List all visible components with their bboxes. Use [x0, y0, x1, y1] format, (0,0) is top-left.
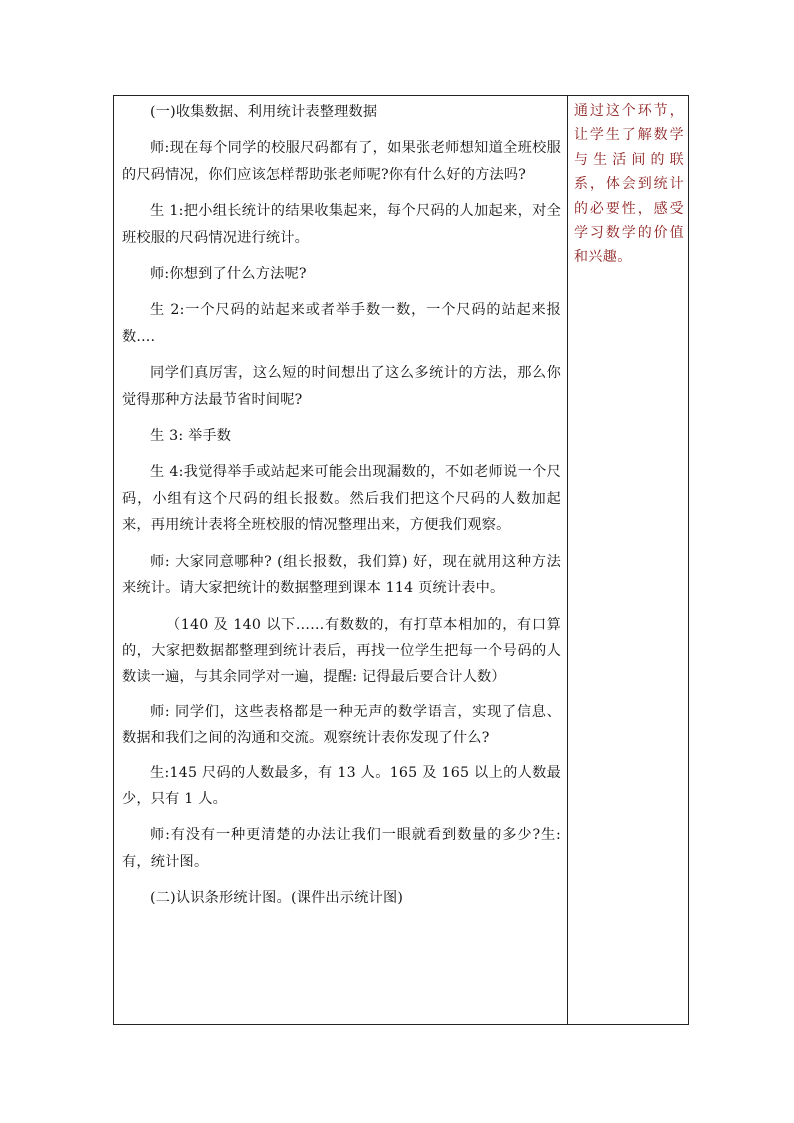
lesson-plan-table [113, 95, 689, 1025]
design-intent-note: 通过这个环节，让学生了解数学与生活间的联系，体会到统计的必要性，感受学习数学的价值和兴趣。 [574, 103, 684, 266]
student-2-answer-paragraph: 生 2:一个尺码的站起来或者举手数一数，一个尺码的站起来报数.... [122, 302, 561, 345]
teacher-followup-paragraph: 师:你想到了什么方法呢? [150, 266, 307, 283]
student-3-answer-paragraph: 生 3: 举手数 [150, 428, 232, 445]
teacher-praise-paragraph: 同学们真厉害，这么短的时间想出了这么多统计的方法，那么你觉得那种方法最节省时间呢? [122, 365, 561, 408]
student-finding-paragraph: 生:145 尺码的人数最多，有 13 人。165 及 165 以上的人数最少，只有 1 人。 [122, 764, 561, 807]
teacher-chart-question-paragraph: 师:有没有一种更清楚的办法让我们一眼就看到数量的多少?生:有，统计图。 [122, 827, 561, 870]
section-heading-collect-data: (一)收集数据、利用统计表整理数据 [150, 104, 378, 120]
teacher-observation-paragraph: 师: 同学们，这些表格都是一种无声的数学语言，实现了信息、数据和我们之间的沟通和交流。观察统计表你发现了什么? [122, 703, 561, 747]
student-4-answer-paragraph: 生 4:我觉得举手或站起来可能会出现漏数的，不如老师说一个尺码，小组有这个尺码的组长报数。然后我们把这个尺码的人数加起来，再用统计表将全班校服的情况整理出来，方便我们观察。 [122, 464, 561, 534]
teacher-method-paragraph: 师: 大家同意哪种? (组长报数，我们算) 好，现在就用这种方法来统计。请大家把统计的数据整理到课本 114 页统计表中。 [122, 553, 561, 597]
lesson-content-column [114, 96, 568, 1024]
teacher-question-paragraph: 师:现在每个同学的校服尺码都有了，如果张老师想知道全班校服的尺码情况，你们应该怎样帮助张老师呢?你有什么好的方法吗? [122, 140, 561, 183]
design-note-column [568, 96, 688, 1024]
section-heading-bar-chart: (二)认识条形统计图。(课件出示统计图) [150, 890, 404, 907]
student-1-answer-paragraph: 生 1:把小组长统计的结果收集起来，每个尺码的人加起来，对全班校服的尺码情况进行统计。 [122, 203, 561, 246]
activity-note-paragraph: （140 及 140 以下……有数数的，有打草本相加的，有口算的，大家把数据都整理到统计表后，再找一位学生把每一个号码的人数读一遍，与其余同学对一遍，提醒: 记得最后要合计人数） [122, 616, 561, 686]
